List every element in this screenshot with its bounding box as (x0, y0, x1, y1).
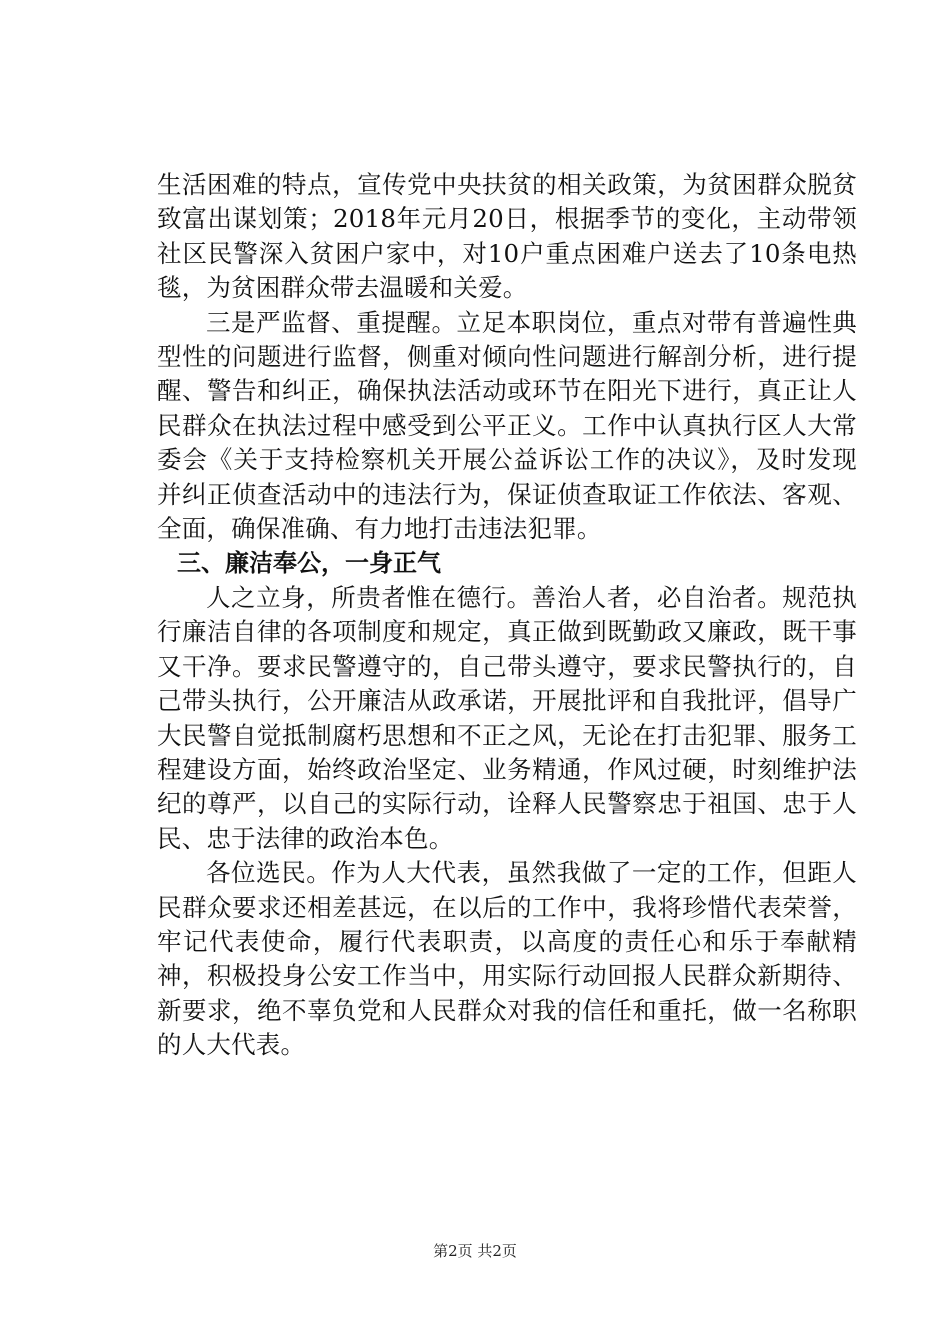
paragraph-closing: 各位选民。作为人大代表，虽然我做了一定的工作，但距人民群众要求还相差甚远，在以后的工作中，我将珍惜代表荣誉，牢记代表使命，履行代表职责，以高度的责任心和乐于奉献精神，积极投身公安工作当中，用实际行动回报人民群众新期待、新要求，绝不辜负党和人民群众对我的信任和重托，做一名称职的人大代表。 (157, 858, 857, 1060)
document-body (157, 168, 857, 1063)
section-heading: 三、廉洁奉公，一身正气 (177, 549, 441, 578)
paragraph-continued: 生活困难的特点，宣传党中央扶贫的相关政策，为贫困群众脱贫致富出谋划策；2018年元月20日，根据季节的变化，主动带领社区民警深入贫困户家中，对10户重点困难户送去了10条电热毯，为贫困群众带去温暖和关爱。 (157, 170, 857, 303)
paragraph-supervision: 三是严监督、重提醒。立足本职岗位，重点对带有普遍性典型性的问题进行监督，侧重对倾向性问题进行解剖分析，进行提醒、警告和纠正，确保执法活动或环节在阳光下进行，真正让人民群众在执法过程中感受到公平正义。工作中认真执行区人大常委会《关于支持检察机关开展公益诉讼工作的决议》，及时发现并纠正侦查活动中的违法行为，保证侦查取证工作依法、客观、全面，确保准确、有力地打击违法犯罪。 (157, 307, 857, 544)
page-number: 第2页 共2页 (433, 1242, 517, 1260)
paragraph-integrity: 人之立身，所贵者惟在德行。善治人者，必自治者。规范执行廉洁自律的各项制度和规定，真正做到既勤政又廉政，既干事又干净。要求民警遵守的，自己带头遵守，要求民警执行的，自己带头执行，公开廉洁从政承诺，开展批评和自我批评，倡导广大民警自觉抵制腐朽思想和不正之风，无论在打击犯罪、服务工程建设方面，始终政治坚定、业务精通，作风过硬，时刻维护法纪的尊严，以自己的实际行动，诠释人民警察忠于祖国、忠于人民、忠于法律的政治本色。 (157, 582, 857, 853)
